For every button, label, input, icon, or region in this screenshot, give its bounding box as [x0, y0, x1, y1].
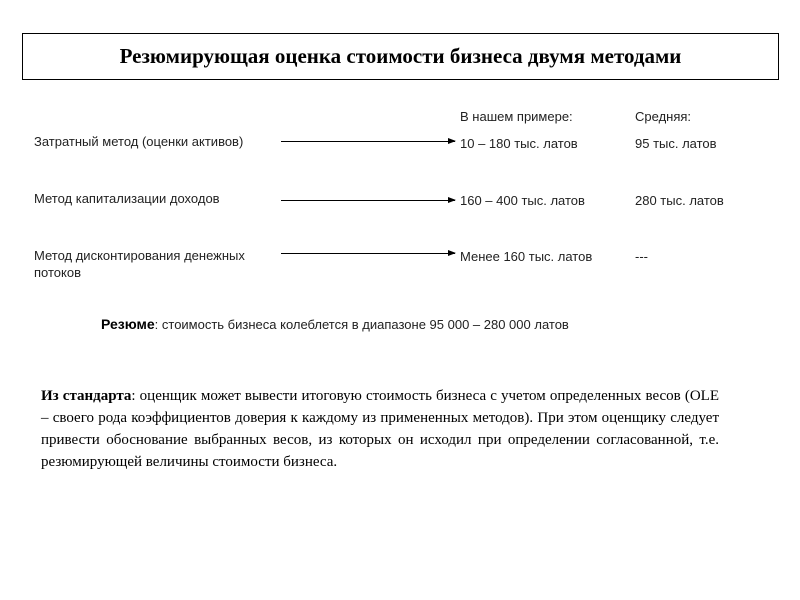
- header-example: В нашем примере:: [460, 109, 573, 124]
- summary-label: Резюме: [101, 316, 155, 332]
- arrow-icon: [281, 141, 455, 142]
- standard-label: Из стандарта: [41, 388, 132, 404]
- method-range: Менее 160 тыс. латов: [460, 249, 593, 264]
- arrow-icon: [281, 253, 455, 254]
- standard-paragraph: [41, 385, 719, 473]
- title-box: [22, 33, 779, 80]
- method-range: 10 – 180 тыс. латов: [460, 136, 578, 151]
- method-name: Затратный метод (оценки активов): [34, 134, 244, 149]
- method-average: 95 тыс. латов: [635, 136, 717, 151]
- method-name: Метод дисконтирования денежных потоков: [34, 248, 245, 280]
- summary: [101, 316, 569, 332]
- standard-text: : оценщик может вывести итоговую стоимость бизнеса с учетом определенных весов (OLE – своего рода коэффициентов доверия к каждому из примененных методов). При этом оценщику следует привести обоснование выбранных весов, из которых он исходил при определении согласованной, т.е. резюмирующей величины стоимости бизнеса.: [41, 388, 719, 470]
- method-range: 160 – 400 тыс. латов: [460, 193, 585, 208]
- arrow-icon: [281, 200, 455, 201]
- method-average: ---: [635, 249, 648, 264]
- summary-text: : стоимость бизнеса колеблется в диапазоне 95 000 – 280 000 латов: [154, 317, 569, 332]
- method-average: 280 тыс. латов: [635, 193, 724, 208]
- header-average: Средняя:: [635, 109, 692, 124]
- slide-title: Резюмирующая оценка стоимости бизнеса двумя методами: [119, 44, 682, 68]
- method-name: Метод капитализации доходов: [34, 191, 220, 206]
